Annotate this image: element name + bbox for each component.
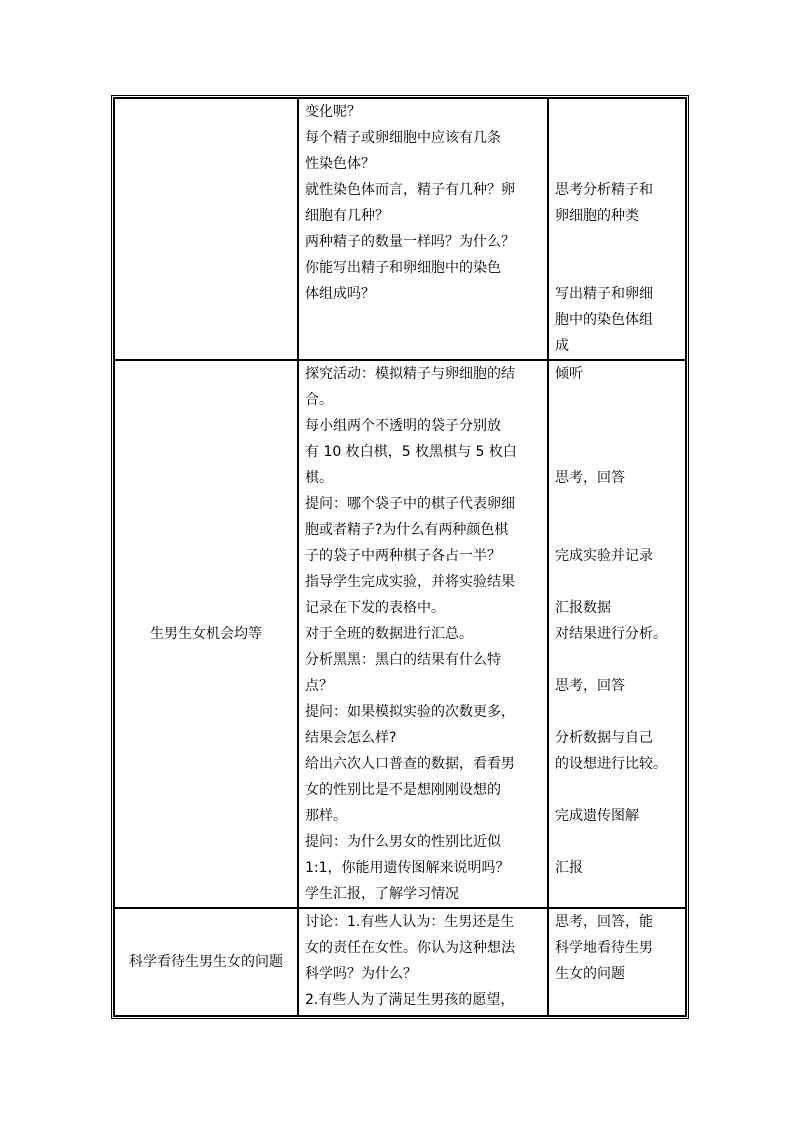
student-line: 对结果进行分析。 [555, 626, 667, 642]
activity-line: 你能写出精子和卵细胞中的染色 [305, 260, 501, 276]
activity-line: 女的责任在女性。你认为这种想法 [305, 940, 515, 956]
activity-line: 讨论：1.有些人认为：生男还是生 [305, 914, 515, 930]
activity-line: 女的性别比是不是想刚刚设想的 [305, 782, 501, 798]
teacher-activity-cell [298, 360, 548, 908]
activity-line: 探究活动：模拟精子与卵细胞的结 [305, 366, 515, 382]
student-line: 写出精子和卵细 [555, 286, 653, 302]
table-row [114, 360, 686, 908]
student-line: 分析数据与自己 [555, 730, 653, 746]
activity-line: 给出六次人口普查的数据，看看男 [305, 756, 515, 772]
lesson-plan-table [111, 95, 689, 1019]
student-line: 完成遗传图解 [555, 808, 639, 824]
activity-line: 1:1，你能用遗传图解来说明吗？ [305, 860, 510, 876]
activity-line: 有 10 枚白棋，5 枚黑棋与 5 枚白 [305, 444, 517, 460]
student-line: 的设想进行比较。 [555, 756, 667, 772]
teacher-activity-cell [298, 908, 548, 1016]
activity-line: 提问：如果模拟实验的次数更多， [305, 704, 515, 720]
activity-line: 子的袋子中两种棋子各占一半？ [305, 548, 501, 564]
student-line: 完成实验并记录 [555, 548, 653, 564]
activity-line: 每小组两个不透明的袋子分别放 [305, 418, 501, 434]
table-row [114, 908, 686, 1016]
activity-line: 那样。 [305, 808, 347, 824]
activity-line: 合。 [305, 392, 333, 408]
activity-line: 棋。 [305, 470, 333, 486]
activity-line: 体组成吗？ [305, 286, 375, 302]
activity-line: 就性染色体而言，精子有几种？卵 [305, 182, 515, 198]
student-line: 生女的问题 [555, 966, 625, 982]
activity-line: 提问：为什么男女的性别比近似 [305, 834, 501, 850]
student-line: 倾听 [555, 366, 583, 382]
topic-cell: 科学看待生男生女的问题 [114, 908, 298, 1016]
teacher-activity-cell [298, 98, 548, 360]
student-line: 成 [555, 338, 569, 354]
activity-line: 点？ [305, 678, 333, 694]
activity-line: 2.有些人为了满足生男孩的愿望， [305, 992, 515, 1008]
student-line: 思考，回答 [555, 470, 625, 486]
activity-line: 结果会怎么样? [305, 730, 397, 746]
topic-cell [114, 98, 298, 360]
activity-line: 两种精子的数量一样吗？为什么？ [305, 234, 515, 250]
student-line: 思考，回答 [555, 678, 625, 694]
topic-cell: 生男生女机会均等 [114, 360, 298, 908]
student-line: 思考分析精子和 [555, 182, 653, 198]
student-line: 汇报数据 [555, 600, 611, 616]
activity-line: 性染色体？ [305, 156, 375, 172]
activity-line: 记录在下发的表格中。 [305, 600, 445, 616]
student-line: 胞中的染色体组 [555, 312, 653, 328]
student-activity-cell [548, 908, 686, 1016]
activity-line: 分析黑黑：黑白的结果有什么特 [305, 652, 501, 668]
student-line: 卵细胞的种类 [555, 208, 639, 224]
activity-line: 每个精子或卵细胞中应该有几条 [305, 130, 501, 146]
activity-line: 胞或者精子?为什么有两种颜色棋 [305, 522, 509, 538]
activity-line: 学生汇报，了解学习情况 [305, 886, 459, 902]
activity-line: 对于全班的数据进行汇总。 [305, 626, 473, 642]
student-line: 汇报 [555, 860, 583, 876]
table-row [114, 98, 686, 360]
student-activity-cell [548, 98, 686, 360]
activity-line: 指导学生完成实验，并将实验结果 [305, 574, 515, 590]
student-activity-cell [548, 360, 686, 908]
activity-line: 科学吗？为什么？ [305, 966, 417, 982]
activity-line: 变化呢？ [305, 104, 361, 120]
activity-line: 提问：哪个袋子中的棋子代表卵细 [305, 496, 515, 512]
student-line: 科学地看待生男 [555, 940, 653, 956]
student-line: 思考，回答，能 [555, 914, 653, 930]
activity-line: 细胞有几种？ [305, 208, 389, 224]
